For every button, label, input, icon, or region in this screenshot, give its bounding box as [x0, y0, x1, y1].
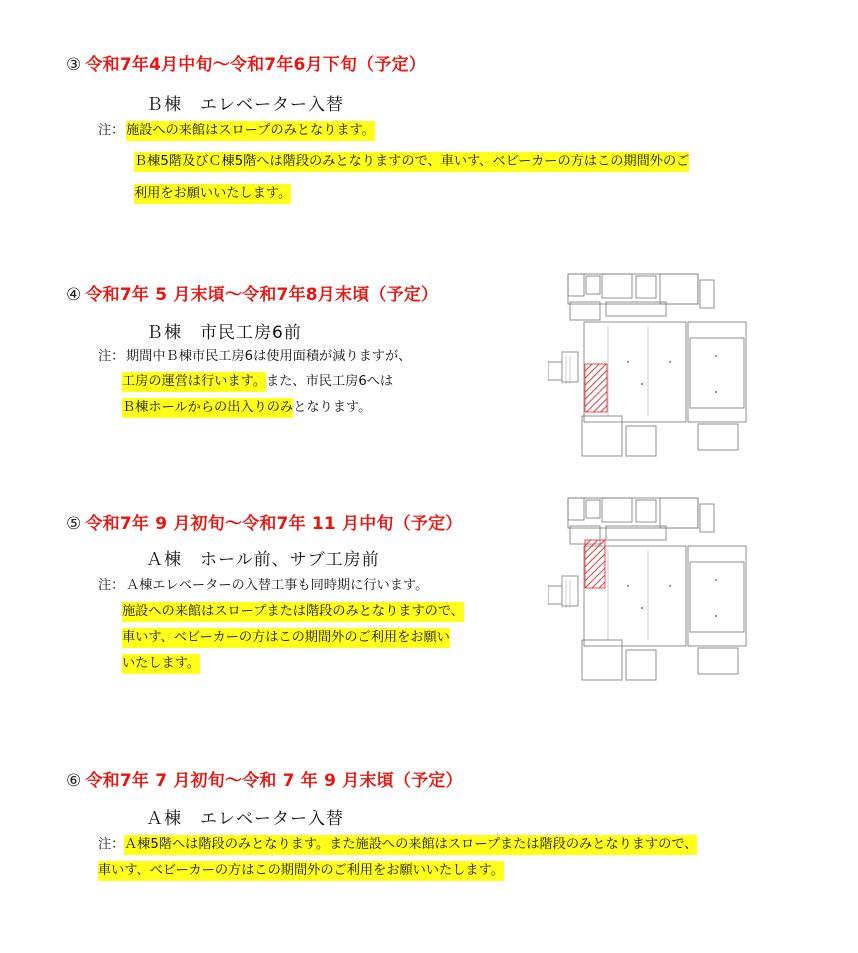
note-text: となります。: [293, 400, 372, 415]
note-line: [98, 860, 504, 882]
note-line: 期間中Ｂ棟市民工房6は使用面積が減りますが、: [126, 349, 412, 364]
section-location: Ａ棟 ホール前、サブ工房前: [146, 550, 380, 570]
note-highlight: 施設への来館はスロープまたは階段のみとなりますので、: [122, 602, 464, 622]
section-number: ④: [66, 285, 82, 305]
section-location: Ｂ棟 エレベーター入替: [146, 95, 344, 115]
section-number: ⑥: [66, 771, 82, 791]
section-period: 令和7年 9 月初旬～令和7年 11 月中旬（予定）: [85, 514, 463, 534]
note-highlight: 工房の運営は行います。: [122, 372, 266, 392]
note-highlight: Ａ棟5階へは階段のみとなります。また施設への来館はスロープまたは階段のみとなりますので、: [124, 835, 697, 855]
note-prefix: 注：: [98, 123, 125, 138]
note-highlight: 車いす、ベビーカーの方はこの期間外のご利用をお願いいたします。: [98, 861, 504, 881]
note-text: また、市民工房6へは: [266, 374, 394, 389]
section-heading: [66, 766, 463, 791]
section-period: 令和7年 7 月初旬～令和 7 年 9 月末頃（予定）: [85, 771, 463, 791]
note-highlight: Ｂ棟5階及びＣ棟5階へは階段のみとなりますので、車いす、ベビーカーの方はこの期間外のご: [134, 152, 689, 172]
note-prefix: 注：: [98, 578, 125, 593]
note-highlight: いたします。: [122, 654, 200, 674]
note-prefix: 注：: [98, 349, 125, 364]
note-prefix: 注：: [98, 837, 125, 852]
note-highlight: Ｂ棟ホールからの出入りのみ: [122, 398, 293, 418]
note-highlight: 車いす、ベビーカーの方はこの期間外のご利用をお願い: [122, 628, 450, 648]
section-location: Ａ棟 エレベーター入替: [146, 809, 344, 829]
section-number: ③: [66, 55, 82, 75]
note-line: [124, 834, 697, 856]
section-number: ⑤: [66, 514, 82, 534]
section-location: Ｂ棟 市民工房6前: [146, 323, 302, 343]
section-period: 令和7年 5 月末頃～令和7年8月末頃（予定）: [85, 285, 439, 305]
section-period: 令和7年4月中旬～令和7年6月下旬（予定）: [85, 55, 426, 75]
note-highlight: 利用をお願いいたします。: [134, 184, 291, 204]
note-highlight: 施設への来館はスロープのみとなります。: [126, 121, 375, 141]
note-line: Ａ棟エレベーターの入替工事も同時期に行います。: [126, 578, 429, 593]
